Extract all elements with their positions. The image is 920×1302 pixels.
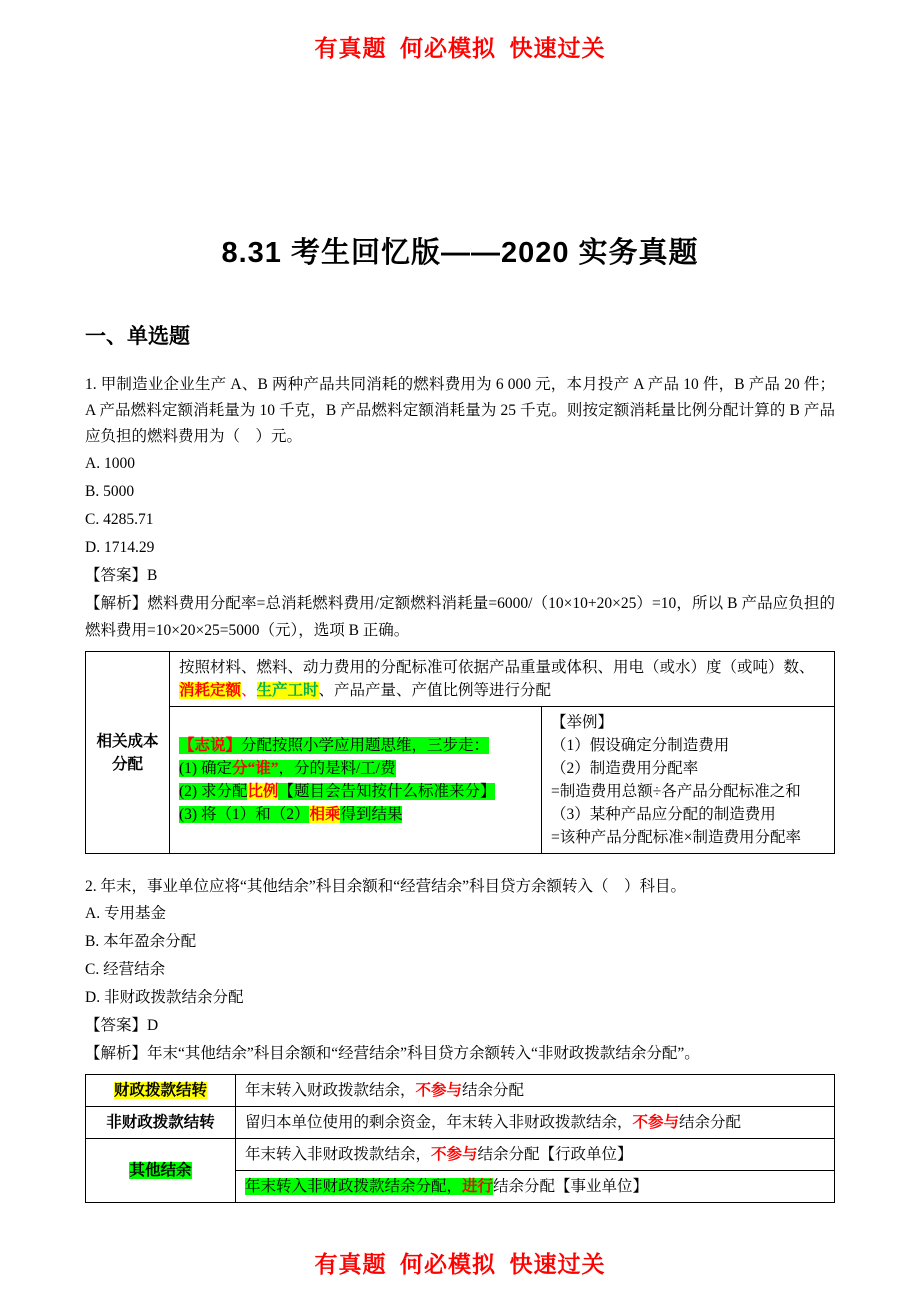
label-fiscal-appropriation: 财政拨款结转	[113, 1082, 207, 1099]
zhishuo-step1-keyword: 分“谁”	[231, 760, 279, 777]
zhishuo-intro: 分配按照小学应用题思维，三步走：	[241, 737, 490, 754]
cost-allocation-table	[85, 651, 835, 854]
table2-row3-line1-cell	[236, 1139, 835, 1171]
example-line-3: =制造费用总额÷各产品分配标准之和	[551, 783, 801, 800]
table1-standards-cell	[170, 652, 835, 707]
page-title: 8.31 考生回忆版——2020 实务真题	[221, 237, 699, 269]
row3-line2-highlight: 年末转入非财政拨款结余分配，	[245, 1178, 463, 1195]
table2-row3-label-cell	[86, 1139, 236, 1203]
zhishuo-step2-keyword: 比例	[247, 783, 279, 800]
row1-text-tail: 结余分配	[462, 1082, 525, 1099]
top-banner: 有真题 何必模拟 快速过关	[314, 36, 606, 61]
table2-row1-label-cell	[86, 1075, 236, 1107]
row3-keyword-participate: 进行	[462, 1178, 494, 1195]
table1-zhishuo-cell	[170, 707, 542, 854]
zhishuo-step2-pre: (2) 求分配	[179, 783, 248, 800]
question-2-option-a: A. 专用基金	[85, 905, 166, 922]
row3-keyword-not-participate: 不参与	[431, 1146, 478, 1163]
balance-carryforward-table	[85, 1074, 835, 1203]
row2-text-tail: 结余分配	[679, 1114, 742, 1131]
example-line-4: （3）某种产品应分配的制造费用	[551, 806, 776, 823]
question-1-stem: 1. 甲制造业企业生产 A、B 两种产品共同消耗的燃料费用为 6 000 元，本月投产 A 产品 10 件，B 产品 20 件；A 产品燃料定额消耗量为 10 千克，B 产品燃料定额消耗量为 25 千克。则按定额消耗量比例分配计算的 B 产品应负担的燃料费用为（ ）元。	[85, 376, 835, 445]
table2-row3-line2-cell	[236, 1171, 835, 1203]
keyword-labor-hours: 生产工时	[256, 682, 319, 699]
question-1-analysis: 【解析】燃料费用分配率=总消耗燃料费用/定额燃料消耗量=6000/（10×10+20×25）=10，所以 B 产品应负担的燃料费用=10×20×25=5000（元），选项 B 正确。	[85, 595, 835, 639]
zhishuo-step1-pre: (1) 确定	[179, 760, 232, 777]
question-2-option-b: B. 本年盈余分配	[85, 933, 197, 950]
zhishuo-step2-post: 【题目会告知按什么标准来分】	[278, 783, 496, 800]
label-non-fiscal-appropriation: 非财政拨款结转	[106, 1114, 215, 1131]
question-1-answer: 【答案】B	[85, 567, 158, 584]
question-2-block	[85, 874, 835, 1067]
zhishuo-step3-keyword: 相乘	[309, 806, 341, 823]
row1-keyword-not-participate: 不参与	[415, 1082, 463, 1099]
row2-text: 留归本单位使用的剩余资金，年末转入非财政拨款结余，	[245, 1114, 633, 1131]
bottom-banner: 有真题 何必模拟 快速过关	[314, 1252, 606, 1277]
label-other-balance: 其他结余	[129, 1162, 192, 1179]
row3-line1-tail: 结余分配【行政单位】	[477, 1146, 633, 1163]
document-body	[85, 372, 835, 1203]
row3-line1-text: 年末转入非财政拨款结余，	[245, 1146, 432, 1163]
question-2-option-c: C. 经营结余	[85, 961, 166, 978]
zhishuo-step3-post: 得到结果	[340, 806, 403, 823]
section-heading: 一、单选题	[85, 325, 190, 348]
keyword-separator: 、	[241, 682, 257, 699]
row2-keyword-not-participate: 不参与	[632, 1114, 680, 1131]
row1-text: 年末转入财政拨款结余，	[245, 1082, 416, 1099]
example-line-5: =该种产品分配标准×制造费用分配率	[551, 829, 801, 846]
table1-standards-text-tail: 、产品产量、产值比例等进行分配	[318, 682, 552, 699]
question-1-option-b: B. 5000	[85, 483, 135, 500]
zhishuo-step3-pre: (3) 将（1）和（2）	[179, 806, 310, 823]
question-2-stem: 2. 年末，事业单位应将“其他结余”科目余额和“经营结余”科目贷方余额转入（ ）科目。	[85, 878, 687, 895]
row3-line2-tail: 结余分配【事业单位】	[493, 1178, 649, 1195]
question-1-option-c: C. 4285.71	[85, 511, 154, 528]
table1-standards-text: 按照材料、燃料、动力费用的分配标准可依据产品重量或体积、用电（或水）度（或吨）数、	[179, 659, 815, 676]
question-1-option-a: A. 1000	[85, 455, 135, 472]
table2-row2-label-cell	[86, 1107, 236, 1139]
table2-row1-text-cell	[236, 1075, 835, 1107]
table1-example-cell	[542, 707, 835, 854]
example-line-1: （1）假设确定分制造费用	[551, 737, 730, 754]
table2-row2-text-cell	[236, 1107, 835, 1139]
question-2-answer: 【答案】D	[85, 1017, 159, 1034]
table1-row-header: 相关成本分配	[86, 652, 170, 854]
example-line-2: （2）制造费用分配率	[551, 760, 699, 777]
zhishuo-tag: 【志说】	[179, 737, 242, 754]
question-1-option-d: D. 1714.29	[85, 539, 155, 556]
question-2-analysis: 【解析】年末“其他结余”科目余额和“经营结余”科目贷方余额转入“非财政拨款结余分配”。	[85, 1045, 700, 1062]
example-tag: 【举例】	[551, 714, 614, 731]
question-2-option-d: D. 非财政拨款结余分配	[85, 989, 244, 1006]
keyword-consumption-quota: 消耗定额	[179, 682, 242, 699]
zhishuo-step1-post: ，分的是料/工/费	[278, 760, 396, 777]
